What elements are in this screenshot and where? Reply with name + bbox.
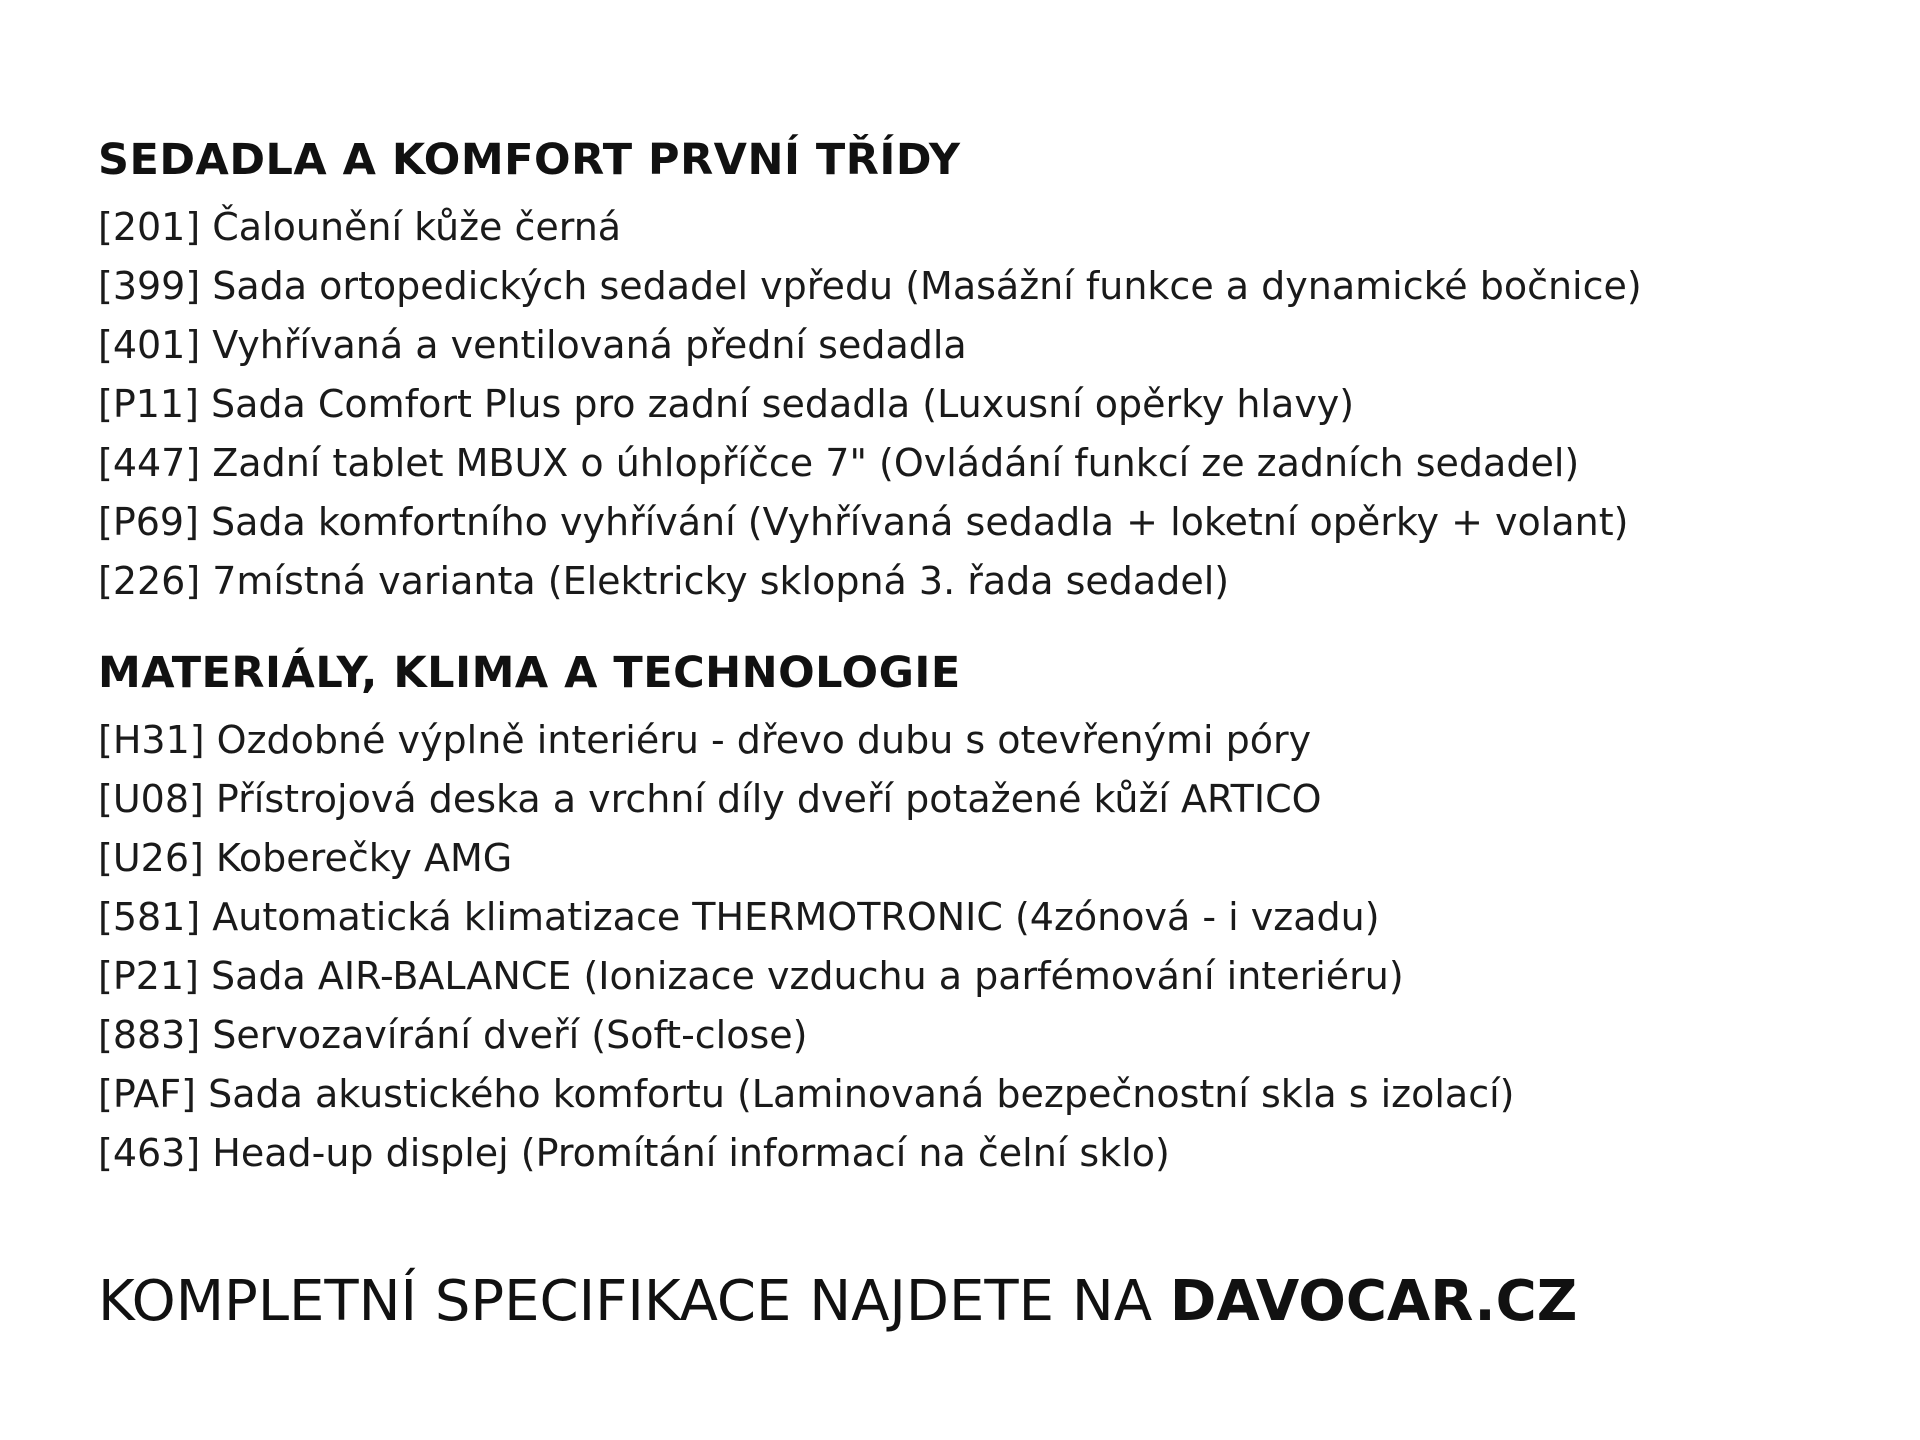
section-seats-comfort [98, 128, 1898, 611]
option-item: [401] Vyhřívaná a ventilovaná přední sedadla [98, 323, 967, 367]
spec-document [98, 128, 1898, 1183]
option-item: [U26] Koberečky AMG [98, 836, 513, 880]
option-item: [U08] Přístrojová deska a vrchní díly dveří potažené kůží ARTICO [98, 777, 1322, 821]
option-item: [H31] Ozdobné výplně interiéru - dřevo dubu s otevřenými póry [98, 718, 1312, 762]
section-title: MATERIÁLY, KLIMA A TECHNOLOGIE [98, 648, 961, 698]
option-item: [883] Servozavírání dveří (Soft-close) [98, 1013, 808, 1057]
option-item: [P11] Sada Comfort Plus pro zadní sedadla (Luxusní opěrky hlavy) [98, 382, 1355, 426]
option-item: [399] Sada ortopedických sedadel vpředu (Masážní funkce a dynamické bočnice) [98, 264, 1642, 308]
footer-brand-link[interactable]: DAVOCAR.CZ [1169, 1269, 1578, 1334]
option-item: [201] Čalounění kůže černá [98, 205, 622, 249]
option-item: [PAF] Sada akustického komfortu (Laminovaná bezpečnostní skla s izolací) [98, 1072, 1515, 1116]
footer-cta [98, 1262, 1577, 1342]
option-item: [P21] Sada AIR-BALANCE (Ionizace vzduchu a parfémování interiéru) [98, 954, 1404, 998]
option-list [98, 198, 1898, 611]
footer-text: KOMPLETNÍ SPECIFIKACE NAJDETE NA [98, 1269, 1170, 1334]
option-item: [P69] Sada komfortního vyhřívání (Vyhřívaná sedadla + loketní opěrky + volant) [98, 500, 1629, 544]
section-title: SEDADLA A KOMFORT PRVNÍ TŘÍDY [98, 135, 961, 185]
section-materials-climate-tech [98, 641, 1898, 1183]
option-item: [463] Head-up displej (Promítání informací na čelní sklo) [98, 1131, 1170, 1175]
option-item: [581] Automatická klimatizace THERMOTRONIC (4zónová - i vzadu) [98, 895, 1380, 939]
option-item: [226] 7místná varianta (Elektricky sklopná 3. řada sedadel) [98, 559, 1230, 603]
option-item: [447] Zadní tablet MBUX o úhlopříčce 7" (Ovládání funkcí ze zadních sedadel) [98, 441, 1580, 485]
option-list [98, 711, 1898, 1183]
